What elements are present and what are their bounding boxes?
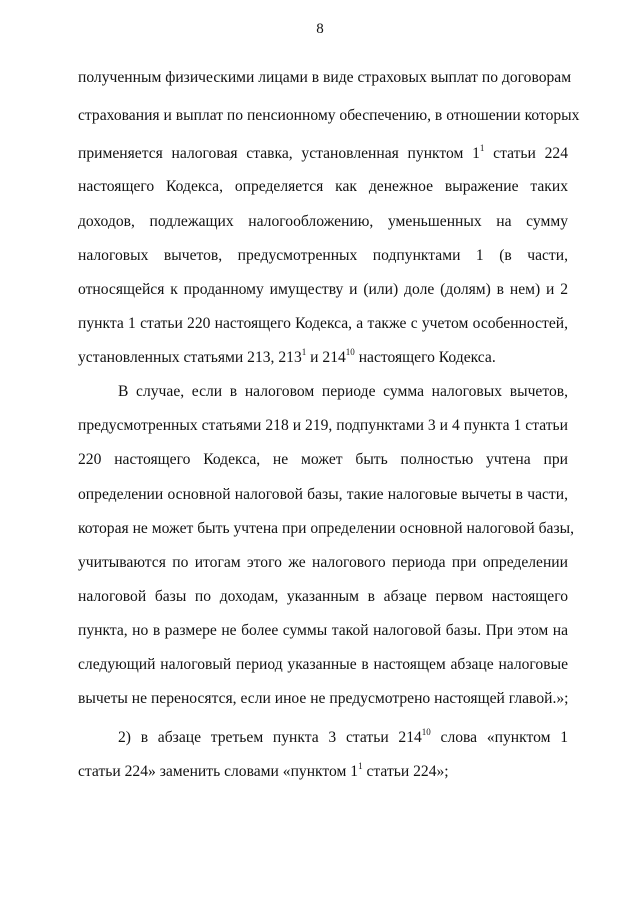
superscript: 1 [479, 143, 485, 153]
text-line: пункта 1 статьи 220 настоящего Кодекса, а также с учетом особенностей, [78, 315, 568, 332]
text-line: налоговых вычетов, предусмотренных подпунктами 1 (в части, [78, 247, 568, 264]
text-line: В случае, если в налоговом периоде сумма налоговых вычетов, [118, 383, 568, 400]
text-line: относящейся к проданному имуществу и (или) доле (долям) в нем) и 2 [78, 281, 568, 298]
superscript: 10 [345, 347, 355, 357]
text-line: предусмотренных статьями 218 и 219, подпунктами 3 и 4 пункта 1 статьи [78, 417, 568, 434]
text-line: учитываются по итогам этого же налогового периода при определении [78, 554, 568, 571]
text-line: вычеты не переносятся, если иное не предусмотрено настоящей главой.»; [78, 690, 569, 707]
text-line: которая не может быть учтена при определении основной налоговой базы, [78, 520, 574, 537]
text-line: доходов, подлежащих налогообложению, уменьшенных на сумму [78, 213, 568, 230]
text-line: страхования и выплат по пенсионному обеспечению, в отношении которых [78, 107, 580, 124]
text-line: определении основной налоговой базы, такие налоговые вычеты в части, [78, 486, 568, 503]
text-line: следующий налоговый период указанные в настоящем абзаце налоговые [78, 656, 568, 673]
text-line: 2) в абзаце третьем пункта 3 статьи $214^{10}$ слова «пунктом 1 [118, 727, 568, 746]
text-line: установленных статьями 213, $213^1$ и $214^{10}$ настоящего Кодекса. [78, 347, 496, 366]
superscript: 1 [301, 347, 307, 357]
page-number: 8 [316, 21, 324, 37]
text-line: 220 настоящего Кодекса, не может быть полностью учтена при [78, 451, 568, 468]
text-line: применяется налоговая ставка, установленная пунктом $1^1$ статьи 224 [78, 143, 568, 162]
text-line: статьи 224» заменить словами «пунктом $1^1$ статьи 224»; [78, 761, 449, 780]
superscript: 10 [421, 727, 431, 737]
text-line: настоящего Кодекса, определяется как денежное выражение таких [78, 178, 568, 195]
text-line: пункта, но в размере не более суммы такой налоговой базы. При этом на [78, 622, 568, 639]
superscript: 1 [358, 761, 363, 771]
text-line: налоговой базы по доходам, указанным в абзаце первом настоящего [78, 588, 568, 605]
text-line: полученным физическими лицами в виде страховых выплат по договорам [78, 69, 572, 86]
